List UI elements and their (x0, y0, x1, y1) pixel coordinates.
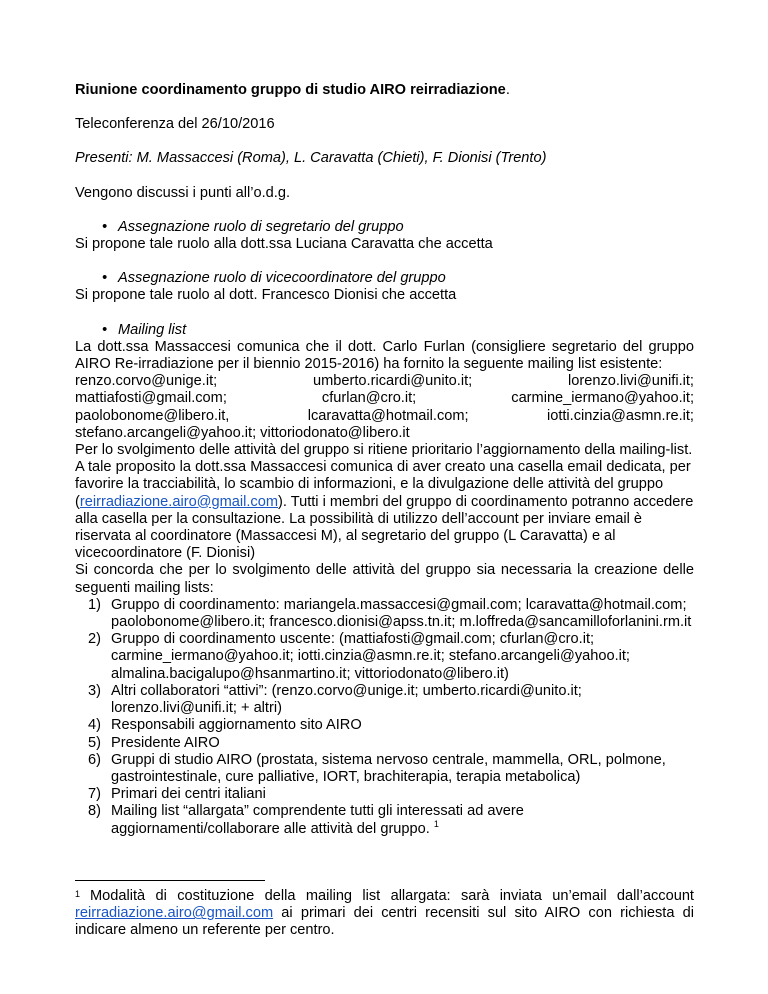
email-address: paolobonome@libero.it, (75, 407, 230, 424)
mailing-paragraph-1: La dott.ssa Massaccesi comunica che il dott. Carlo Furlan (consigliere segretario del gruppo AIRO Re-irradiazione per il biennio 2015-2016) ha fornito la seguente mailing list esistente: (75, 338, 694, 373)
email-row-last: stefano.arcangeli@yahoo.it; vittoriodonato@libero.it (75, 424, 410, 441)
agenda-item-mailing-list (75, 322, 694, 838)
email-address: carmine_iermano@yahoo.it; (511, 390, 694, 407)
mailing-paragraph-2: Per lo svolgimento delle attività del gruppo si ritiene prioritario l’aggiornamento della mailing-list. (75, 442, 693, 459)
email-address: cfurlan@cro.it; (321, 390, 417, 407)
attendees: Presenti: M. Massaccesi (Roma), L. Caravatta (Chieti), F. Dionisi (Trento) (75, 150, 547, 167)
email-address: umberto.ricardi@unito.it; (313, 373, 473, 390)
footnote-email-link[interactable]: reirradiazione.airo@gmail.com (75, 905, 274, 922)
list-item: 3) Altri collaboratori “attivi”: (renzo.corvo@unige.it; umberto.ricardi@unito.it; lorenzo.livi@unifi.it; + altri) (88, 682, 582, 717)
agenda-item-text: Si propone tale ruolo alla dott.ssa Luciana Caravatta che accetta (75, 236, 493, 253)
email-row (75, 373, 694, 390)
mailing-paragraph-4: Si concorda che per lo svolgimento delle attività del gruppo sia necessaria la creazione delle seguenti mailing lists: (75, 562, 694, 596)
list-item: 7) Primari dei centri italiani (88, 786, 266, 803)
agenda-item-secretary (75, 219, 694, 253)
document-body (75, 82, 694, 838)
list-item: 6) Gruppi di studio AIRO (prostata, sistema nervoso centrale, mammella, ORL, polmone, gastrointestinale, cure palliative, IORT, brachiterapia, terapia metabolica) (88, 751, 666, 785)
agenda-intro: Vengono discussi i punti all’o.d.g. (75, 184, 290, 201)
teleconference-date: Teleconferenza del 26/10/2016 (75, 116, 275, 133)
email-row (75, 390, 694, 407)
footnote: $^1$ Modalità di costituzione della mailing list allargata: sarà inviata un’email dall’account reirradiazione.airo@gmail.com ai primari dei centri recensiti sul sito AIRO con richiesta di indicare almeno un referente per centro. (75, 888, 694, 939)
email-address: iotti.cinzia@asmn.re.it; (546, 407, 694, 424)
agenda-item-text: Si propone tale ruolo al dott. Francesco Dionisi che accetta (75, 287, 457, 304)
meeting-title: Riunione coordinamento gruppo di studio AIRO reirradiazione. (75, 82, 510, 98)
email-address: renzo.corvo@unige.it; (75, 373, 218, 390)
footnote-reference[interactable]: 1 (433, 818, 439, 829)
bullet-icon: • (102, 321, 108, 338)
list-item: 4) Responsabili aggiornamento sito AIRO (88, 717, 362, 734)
list-item: 8) Mailing list “allargata” comprendente tutti gli interessati ad avere aggiornamenti/collaborare alle attività del gruppo. $^1$ (88, 803, 524, 837)
mailing-paragraph-3: A tale proposito la dott.ssa Massaccesi comunica di aver creato una casella email dedicata, per favorire la tracciabilità, lo scambio di informazioni, e la divulgazione delle attività del gruppo (reirradiazione.airo@gmail.com). Tutti i membri del gruppo di coordinamento potranno accedere alla casella per la consultazione. La possibilità di utilizzo dell’account per inviare email è riservata al coordinatore (Massaccesi M), al segretario del gruppo (L Caravatta) e al vicecoordinatore (F. Dionisi) (75, 459, 694, 562)
email-row (75, 408, 694, 425)
agenda-item-heading: Assegnazione ruolo di vicecoordinatore del gruppo (118, 270, 446, 287)
email-address: lorenzo.livi@unifi.it; (568, 373, 694, 390)
group-email-link[interactable]: reirradiazione.airo@gmail.com (79, 493, 278, 510)
agenda-item-vicecoordinator (75, 270, 694, 304)
bullet-icon: • (102, 270, 108, 287)
list-item: 2) Gruppo di coordinamento uscente: (mattiafosti@gmail.com; cfurlan@cro.it; carmine_iermano@yahoo.it; iotti.cinzia@asmn.re.it; stefano.arcangeli@yahoo.it; almalina.bacigalupo@hsanmartino.it; vittoriodonato@libero.it) (88, 631, 630, 682)
footnote-mark: 1 (75, 889, 81, 899)
bullet-icon: • (102, 218, 108, 235)
list-item: 1) Gruppo di coordinamento: mariangela.massaccesi@gmail.com; lcaravatta@hotmail.com; paolobonome@libero.it; francesco.dionisi@apss.tn.it; m.loffreda@sancamilloforlanini.rm.it (88, 596, 692, 631)
footnote-separator (75, 880, 265, 881)
mailing-lists (75, 597, 694, 838)
agenda-item-heading: Mailing list (118, 321, 187, 338)
list-item: 5) Presidente AIRO (88, 734, 220, 751)
agenda-item-heading: Assegnazione ruolo di segretario del gruppo (118, 218, 404, 235)
email-address: mattiafosti@gmail.com; (75, 390, 227, 407)
email-address: lcaravatta@hotmail.com; (307, 407, 469, 424)
